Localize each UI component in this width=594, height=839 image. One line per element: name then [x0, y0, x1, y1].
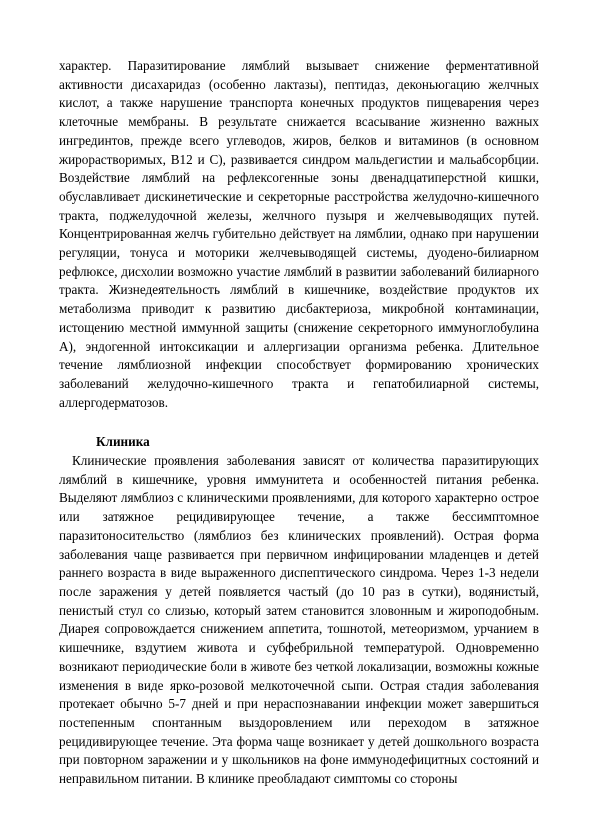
- paragraph-pathogenesis: характер. Паразитирование лямблий вызывает снижение ферментативной активности дисахаридаз (особенно лактазы), пептидаз, деконьюгацию желчных кислот, а также нарушение транспорта конечных продуктов пищеварения через клеточные мембраны. В результате снижается всасывание жизненно важных ингрединтов, прежде всего углеводов, жиров, белков и витаминов (в основном жирорастворимых, В12 и С), развивается синдром мальдегистии и мальабсорбции. Воздействие лямблий на рефлексогенные зоны двенадцатиперстной кишки, обуславливает дискинетические и секреторные расстройства желудочно-кишечного тракта, поджелудочной железы, желчного пузыря и желчевыводящих путей. Концентрированная желчь губительно действует на лямблии, однако при нарушении регуляции, тонуса и моторики желчевыводящей системы, дуодено-билиарном рефлюксе, дисхолии возможно участие лямблий в развитии заболеваний билиарного тракта. Жизнедеятельность лямблий в кишечнике, воздействие продуктов их метаболизма приводит к развитию дисбактериоза, микробной контаминации, истощению местной иммунной защиты (снижение секреторного иммуноглобулина А), эндогенной интоксикации и аллергизации организма ребенка. Длительное течение лямблиозной инфекции способствует формированию хронических заболеваний желудочно-кишечного тракта и гепатобилиарной системы, аллергодерматозов.: [59, 58, 539, 410]
- paragraph-clinic-text: Клинические проявления заболевания зависят от количества паразитирующих лямблий в кишечнике, уровня иммунитета и особенностей питания ребенка. Выделяют лямблиоз с клиническими проявлениями, для которого характерно острое или затяжное рецидивирующее течение, а также бессимптомное паразитоносительство (лямблиоз без клинических проявлений). Острая форма заболевания чаще развивается при первичном инфицировании младенцев и детей раннего возраста в виде выраженного диспептического синдрома. Через 1-3 недели после заражения у детей появляется частый (до 10 раз в сутки), водянистый, пенистый стул со слизью, который затем становится зловонным и жироподобным. Диарея сопровождается снижением аппетита, тошнотой, метеоризмом, урчанием в кишечнике, вздутием живота и субфебрильной температурой. Одновременно возникают периодические боли в животе без четкой локализации, возможны кожные изменения в виде ярко-розовой мелкоточечной сыпи. Острая стадия заболевания протекает обычно 5-7 дней и при нераспознавании инфекции может завершиться постепенным спонтанным выздоровлением или переходом в затяжное рецидивирующее течение. Эта форма чаще возникает у детей дошкольного возраста при повторном заражении и у школьников на фоне иммунодефицитных состояний и неправильном питании. В клинике преобладают симптомы со стороны: [59, 453, 539, 787]
- paragraph-clinic: [59, 452, 539, 789]
- document-page: [59, 57, 539, 789]
- section-heading-clinic: Клиника: [96, 434, 150, 450]
